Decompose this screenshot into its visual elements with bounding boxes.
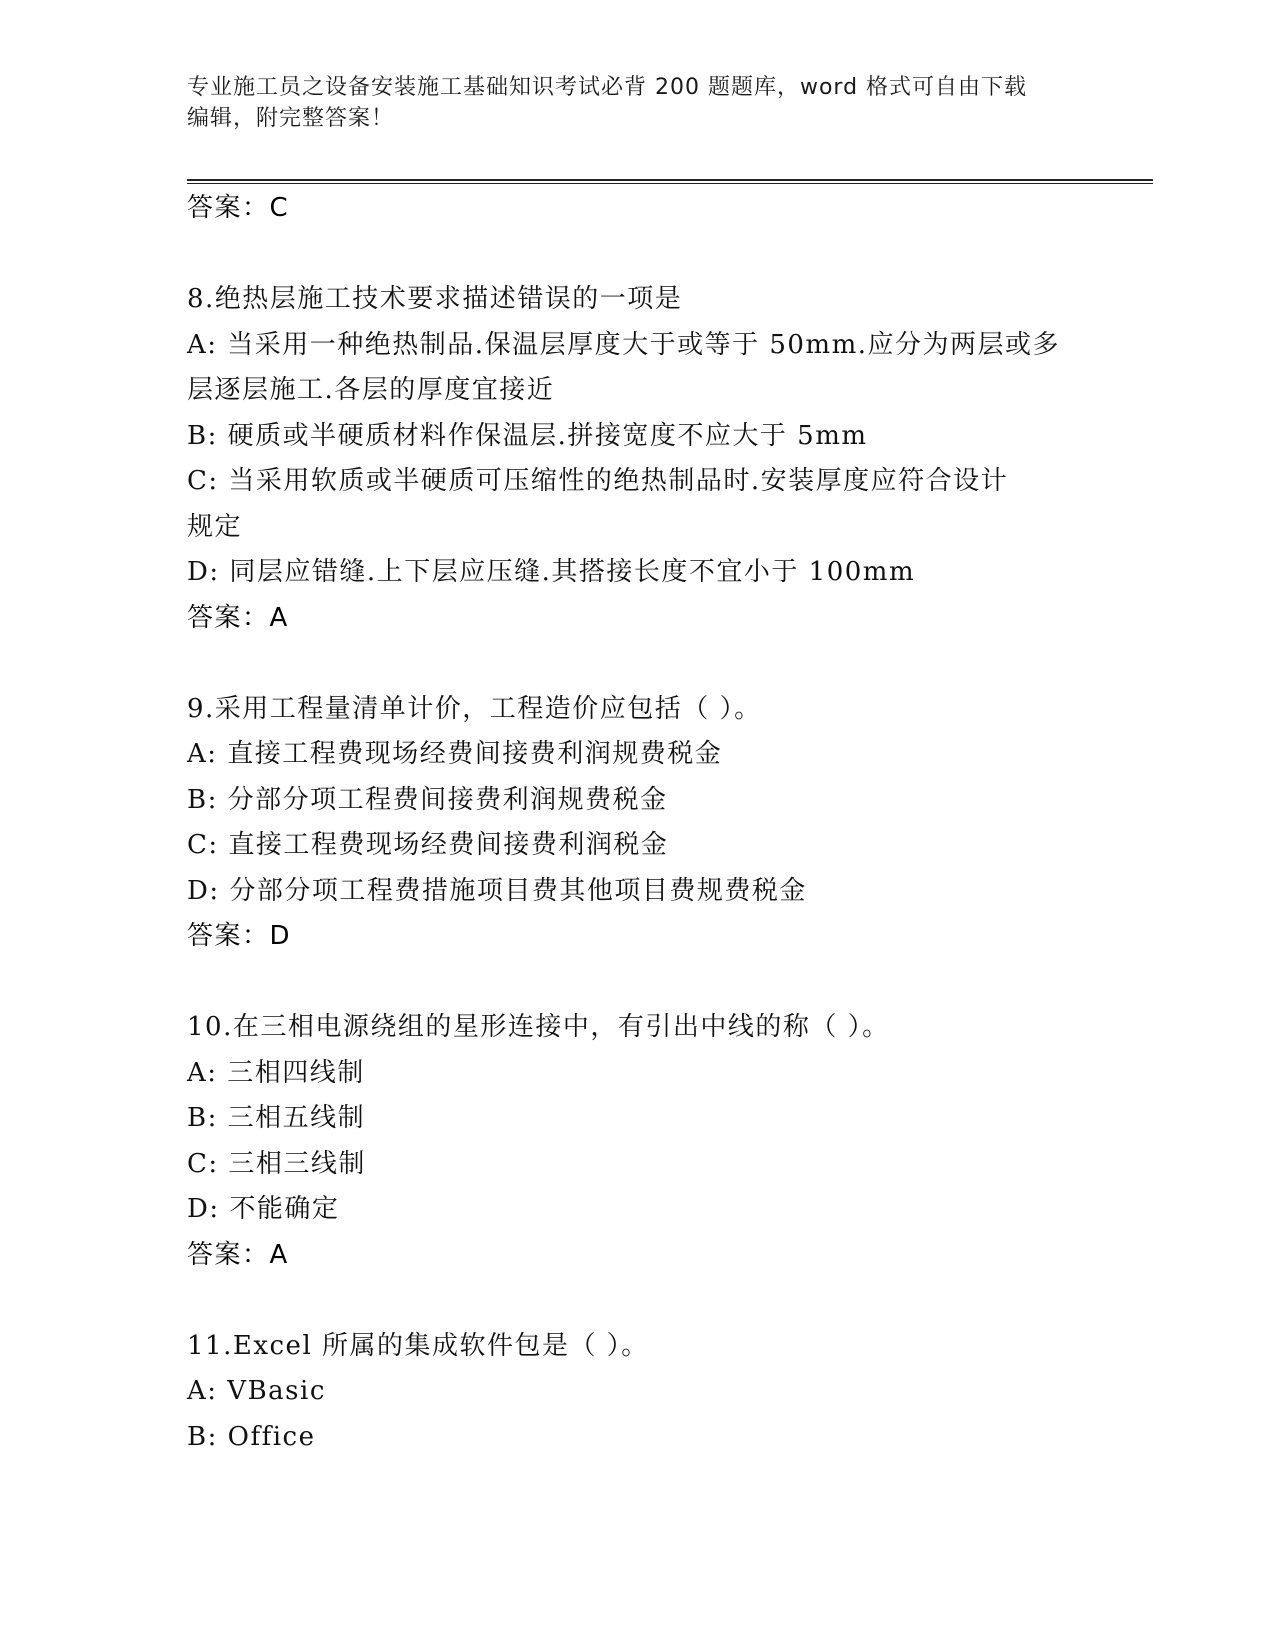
option-line: A: 直接工程费现场经费间接费利润规费税金 xyxy=(187,739,723,769)
option-line-continued: 层逐层施工.各层的厚度宜接近 xyxy=(187,375,555,405)
question-stem: 8.绝热层施工技术要求描述错误的一项是 xyxy=(187,284,683,314)
option-line: B: 三相五线制 xyxy=(187,1103,366,1133)
question-stem: 11.Excel 所属的集成软件包是（ ）。 xyxy=(187,1330,649,1361)
answer-line: 答案：A xyxy=(187,602,289,633)
option-line-continued: 规定 xyxy=(187,511,243,542)
header-line-1: 专业施工员之设备安装施工基础知识考试必背 200 题题库，word 格式可自由下载 xyxy=(187,75,1028,100)
question-list xyxy=(187,186,1087,1460)
question-stem: 9.采用工程量清单计价，工程造价应包括（ ）。 xyxy=(187,693,762,724)
option-line: C: 当采用软质或半硬质可压缩性的绝热制品时.安装厚度应符合设计 xyxy=(187,466,1009,496)
answer-line: 答案：D xyxy=(187,921,292,951)
option-line: D: 同层应错缝.上下层应压缝.其搭接长度不宜小于 100mm xyxy=(187,557,916,587)
question-stem: 10.在三相电源绕组的星形连接中，有引出中线的称（ ）。 xyxy=(187,1012,890,1042)
option-line: A: VBasic xyxy=(187,1376,326,1406)
header-rule-thick xyxy=(187,179,1153,181)
spacer xyxy=(187,1278,1087,1324)
document-header xyxy=(187,72,1067,134)
option-line: C: 三相三线制 xyxy=(187,1148,366,1179)
spacer xyxy=(187,641,1087,687)
option-line: A: 当采用一种绝热制品.保温层厚度大于或等于 50mm.应分为两层或多 xyxy=(187,329,1060,360)
header-rule-thin xyxy=(187,183,1153,184)
answer-line: 答案：A xyxy=(187,1239,289,1270)
option-line: D: 分部分项工程费措施项目费其他项目费规费税金 xyxy=(187,875,807,906)
question-9 xyxy=(187,687,1087,960)
question-10 xyxy=(187,1005,1087,1278)
option-line: C: 直接工程费现场经费间接费利润税金 xyxy=(187,830,669,860)
spacer xyxy=(187,960,1087,1006)
question-8 xyxy=(187,277,1087,641)
question-11 xyxy=(187,1324,1087,1461)
option-line: B: Office xyxy=(187,1421,316,1452)
answer-line: 答案：C xyxy=(187,193,290,223)
spacer xyxy=(187,232,1087,278)
option-line: A: 三相四线制 xyxy=(187,1057,365,1088)
option-line: B: 分部分项工程费间接费利润规费税金 xyxy=(187,784,668,815)
option-line: B: 硬质或半硬质材料作保温层.拼接宽度不应大于 5mm xyxy=(187,420,868,451)
header-line-2: 编辑，附完整答案！ xyxy=(187,106,395,131)
option-line: D: 不能确定 xyxy=(187,1194,340,1224)
